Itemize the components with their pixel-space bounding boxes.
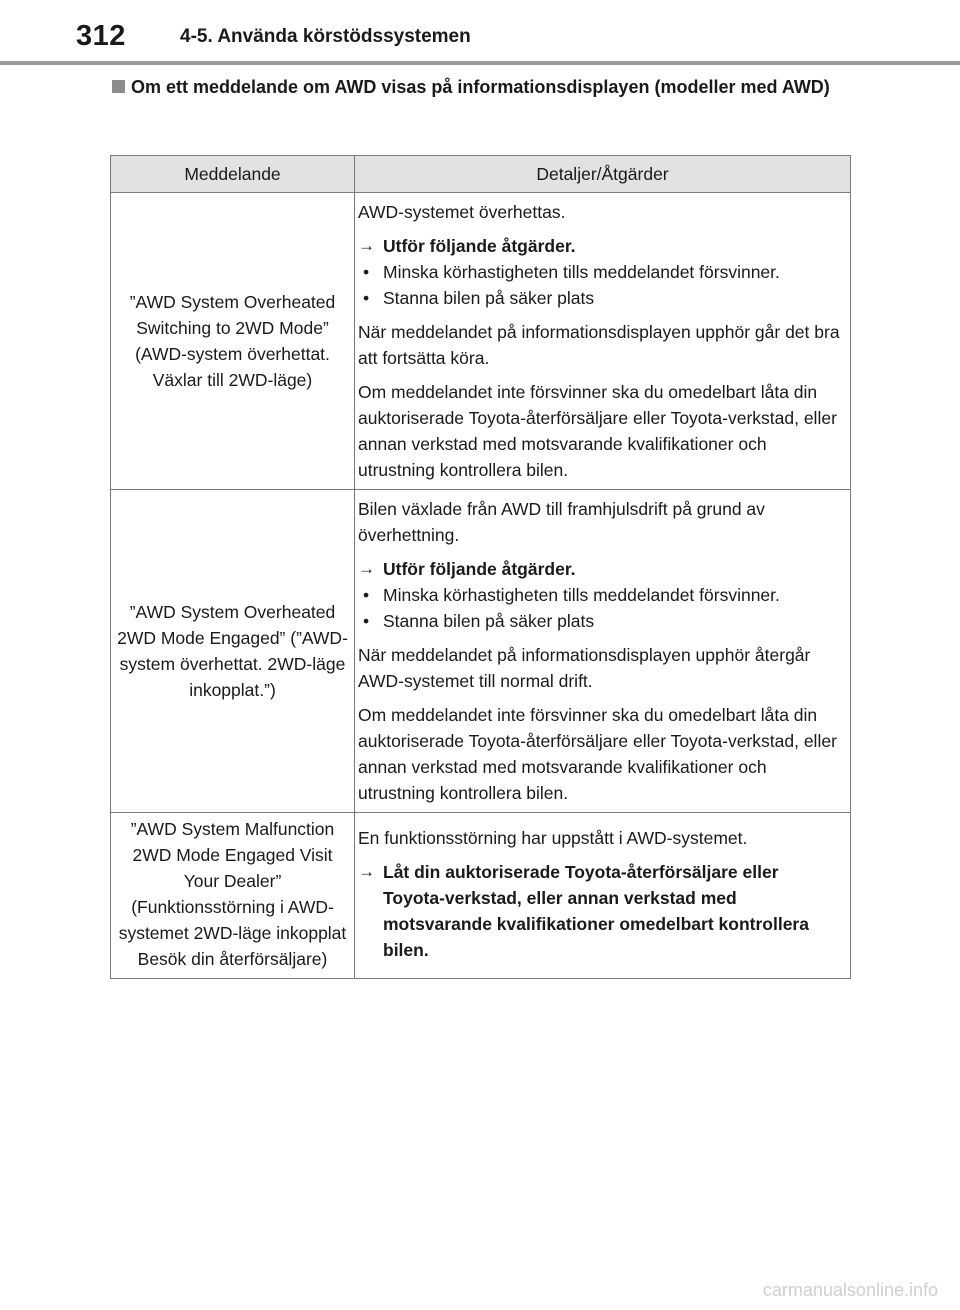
bullet-text: Minska körhastigheten tills meddelandet försvinner. (383, 585, 780, 605)
list-item (358, 285, 842, 311)
bullet-text: Stanna bilen på säker plats (383, 611, 595, 631)
details-cell (355, 490, 851, 813)
section-heading (112, 76, 852, 98)
page-number: 312 (76, 20, 126, 52)
bullet-text: Minska körhastigheten tills meddelandet försvinner. (383, 262, 780, 282)
awd-message-table (110, 155, 851, 979)
square-bullet-icon (112, 80, 125, 93)
bullet-list (358, 259, 842, 311)
table-row (111, 490, 851, 813)
action-line (358, 233, 842, 259)
bullet-dot-icon: • (363, 288, 370, 308)
bullet-dot-icon: • (363, 585, 370, 605)
details-intro: AWD-systemet överhettas. (358, 202, 566, 222)
details-paragraph: Om meddelandet inte försvinner ska du omedelbart låta din auktoriserade Toyota-återförsäljare eller Toyota-verkstad, eller annan verkstad med motsvarande kvalifikationer och utrustning kontrollera bilen. (358, 382, 837, 480)
page-header (0, 0, 960, 66)
action-text: Utför följande åtgärder. (383, 559, 576, 579)
message-cell: ”AWD System Malfunction 2WD Mode Engaged Visit Your Dealer” (Funktionsstörning i AWD-systemet 2WD-läge inkopplat Besök din återförsäljare) (111, 813, 355, 979)
table-row (111, 193, 851, 490)
table-row (111, 813, 851, 979)
details-intro: En funktionsstörning har uppstått i AWD-systemet. (358, 828, 748, 848)
table-header-row (111, 156, 851, 193)
bullet-list (358, 582, 842, 634)
details-paragraph: Om meddelandet inte försvinner ska du omedelbart låta din auktoriserade Toyota-återförsäljare eller Toyota-verkstad, eller annan verkstad med motsvarande kvalifikationer och utrustning kontrollera bilen. (358, 705, 837, 803)
chapter-title: 4-5. Använda körstödssystemen (180, 26, 471, 47)
list-item (358, 582, 842, 608)
message-cell: ”AWD System Overheated 2WD Mode Engaged” (”AWD-system överhettat. 2WD-läge inkopplat.”) (111, 490, 355, 813)
section-heading-text: Om ett meddelande om AWD visas på informationsdisplayen (modeller med AWD) (131, 77, 830, 97)
action-text: Låt din auktoriserade Toyota-återförsäljare eller Toyota-verkstad, eller annan verkstad med motsvarande kvalifikationer omedelbart kontrollera bilen. (383, 862, 809, 960)
list-item (358, 608, 842, 634)
details-cell (355, 193, 851, 490)
action-text: Utför följande åtgärder. (383, 236, 576, 256)
bullet-dot-icon: • (363, 262, 370, 282)
action-line (358, 859, 842, 963)
details-paragraph: När meddelandet på informationsdisplayen upphör går det bra att fortsätta köra. (358, 322, 840, 368)
arrow-right-icon: → (358, 236, 375, 255)
column-header-details: Detaljer/Åtgärder (355, 156, 851, 193)
action-line (358, 556, 842, 582)
list-item (358, 259, 842, 285)
details-paragraph: När meddelandet på informationsdisplayen upphör återgår AWD-systemet till normal drift. (358, 645, 811, 691)
arrow-right-icon: → (358, 559, 375, 578)
bullet-dot-icon: • (363, 611, 370, 631)
message-cell: ”AWD System Overheated Switching to 2WD Mode” (AWD-system överhettat. Växlar till 2WD-läge) (111, 193, 355, 490)
watermark: carmanualsonline.info (762, 1280, 938, 1300)
details-intro: Bilen växlade från AWD till framhjulsdrift på grund av överhettning. (358, 499, 765, 545)
details-cell (355, 813, 851, 979)
bullet-text: Stanna bilen på säker plats (383, 288, 595, 308)
header-divider (0, 61, 960, 65)
column-header-message: Meddelande (111, 156, 355, 193)
arrow-right-icon: → (358, 862, 375, 881)
